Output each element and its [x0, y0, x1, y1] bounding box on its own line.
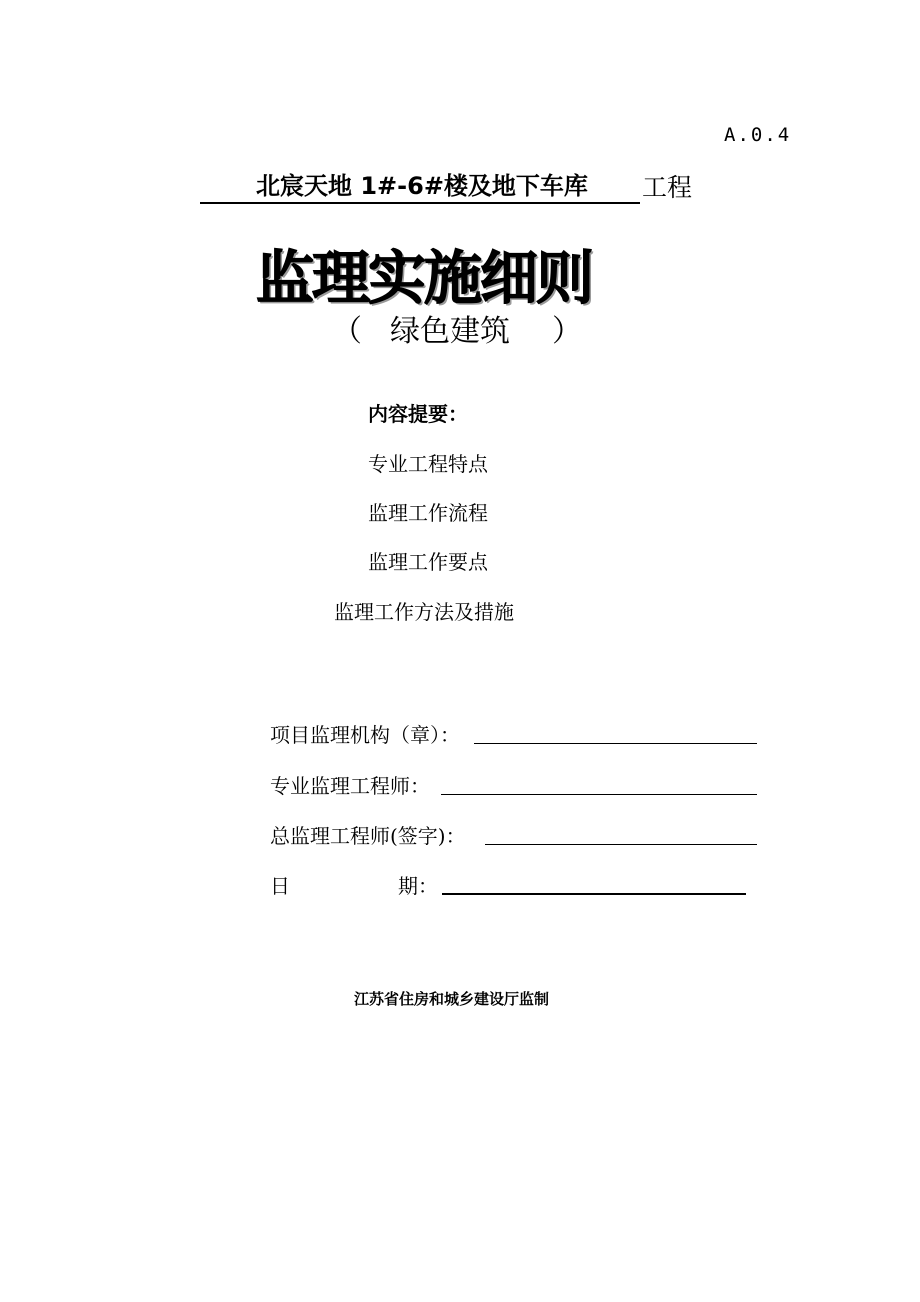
subtitle-close-paren: ） [552, 314, 582, 349]
signature-label-date-left: 日 [270, 874, 290, 898]
signature-label-supervision-org: 项目监理机构（章）： [270, 723, 460, 747]
project-name: 北宸天地 1#-6#楼及地下车库 [256, 170, 640, 204]
summary-item: 监理工作方法及措施 [334, 600, 514, 624]
subtitle-open-paren: （ [332, 314, 362, 349]
form-code: A.0.4 [724, 124, 792, 146]
document-subtitle [332, 312, 582, 352]
signature-line-date[interactable] [442, 893, 746, 895]
signature-label-specialist-engineer: 专业监理工程师： [270, 774, 430, 798]
summary-heading: 内容提要： [368, 402, 468, 426]
signature-label-chief-engineer: 总监理工程师(签字)： [270, 824, 466, 848]
signature-line-specialist-engineer[interactable] [441, 794, 757, 795]
summary-item: 专业工程特点 [368, 452, 488, 476]
signature-label-date-right: 期： [398, 874, 438, 898]
project-name-line [200, 168, 692, 204]
subtitle-text: 绿色建筑 [390, 314, 510, 349]
summary-item: 监理工作流程 [368, 501, 488, 525]
summary-item: 监理工作要点 [368, 550, 488, 574]
project-suffix: 工程 [641, 173, 692, 202]
project-underline-lead [200, 170, 256, 204]
signature-line-supervision-org[interactable] [474, 743, 757, 744]
signature-line-chief-engineer[interactable] [485, 844, 757, 845]
document-title: 监理实施细则 [256, 244, 593, 312]
issuer: 江苏省住房和城乡建设厅监制 [354, 990, 550, 1008]
